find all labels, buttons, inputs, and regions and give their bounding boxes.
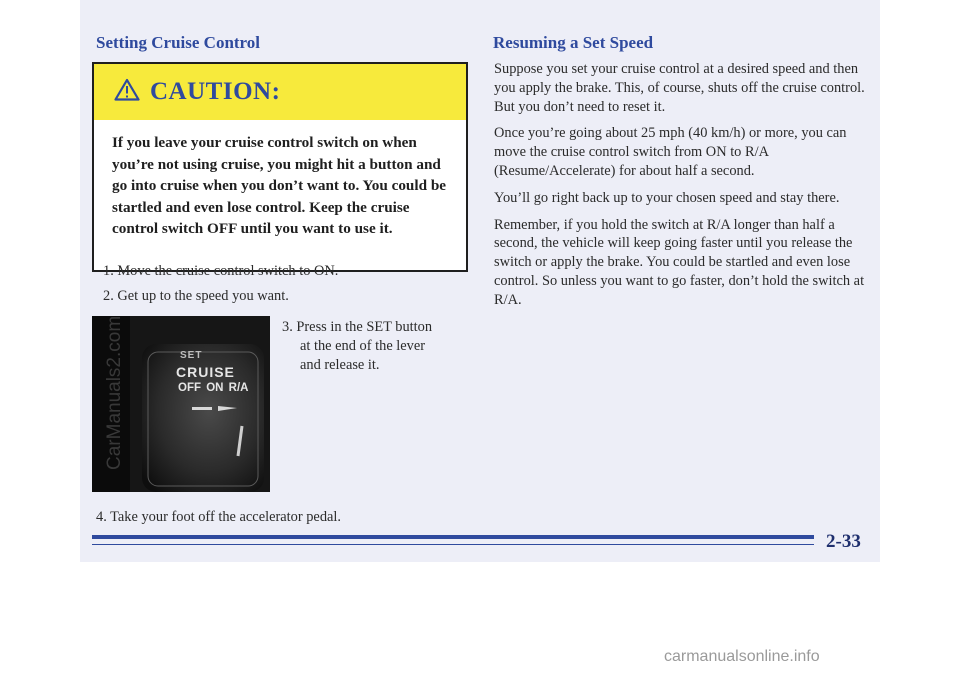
side-watermark: CarManuals2.com <box>104 315 125 470</box>
step-2: 2. Get up to the speed you want. <box>103 288 289 304</box>
resuming-text-column <box>494 60 868 318</box>
caution-text: If you leave your cruise control switch on when you’re not using cruise, you might hit a button and go into cruise when you don’t want to. You could be startled and even lose control. Keep the cruise control switch OFF until you want to use it. <box>112 134 447 237</box>
step-3-line-1: 3. Press in the SET button <box>282 319 433 335</box>
paragraph-once: Once you’re going about 25 mph (40 km/h) or more, you can move the cruise control switch from ON to R/A (Resume/Accelerate) for about half a second. <box>494 125 847 179</box>
footer-rule-thick <box>92 535 814 539</box>
bottom-watermark: carmanualsonline.info <box>664 648 820 665</box>
photo-label-modes: OFF ON R/A <box>178 382 249 394</box>
step-4: 4. Take your foot off the accelerator pedal. <box>96 509 341 525</box>
photo-label-set: SET <box>180 350 203 361</box>
step-3-line-3: and release it. <box>300 357 380 373</box>
page-number: 2-33 <box>826 531 861 552</box>
caution-header <box>94 64 466 120</box>
step-3 <box>282 318 467 375</box>
section-heading-resuming: Resuming a Set Speed <box>493 33 654 52</box>
photo-label-cruise: CRUISE <box>176 364 235 380</box>
step-1: 1. Move the cruise control switch to ON. <box>103 263 339 279</box>
caution-title: CAUTION: <box>150 78 281 105</box>
caution-box <box>92 62 468 272</box>
warning-triangle-icon <box>114 78 140 106</box>
footer-rule-thin <box>92 544 814 545</box>
paragraph-remember: Remember, if you hold the switch at R/A longer than half a second, the vehicle will keep going faster until you release the switch or apply the brake. You could be startled and even lose control. So unless you want to go faster, don’t hold the switch at R/A. <box>494 216 865 308</box>
paragraph-suppose: Suppose you set your cruise control at a desired speed and then you apply the brake. This, of course, shuts off the cruise control. But you don’t need to reset it. <box>494 61 865 115</box>
paragraph-go-back: You’ll go right back up to your chosen speed and stay there. <box>494 189 840 206</box>
step-3-line-2: at the end of the lever <box>300 338 426 354</box>
section-heading-setting-cruise: Setting Cruise Control <box>96 33 261 52</box>
